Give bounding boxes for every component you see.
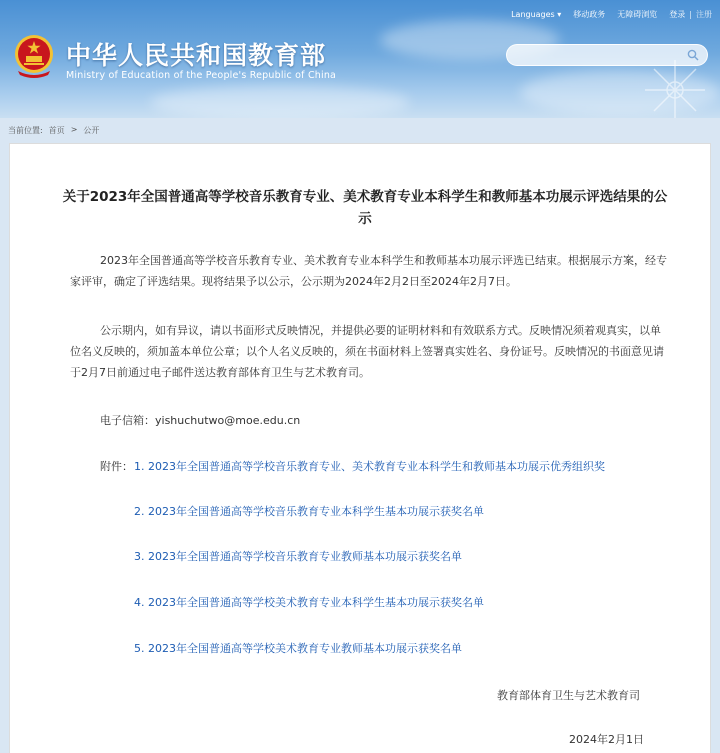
register-link[interactable]: 注册	[696, 10, 712, 19]
languages-label: Languages	[511, 10, 555, 19]
accessibility-link[interactable]: 无障碍浏览	[617, 10, 658, 19]
cloud-decoration	[150, 85, 410, 118]
search-input[interactable]	[506, 44, 708, 66]
breadcrumb-current[interactable]: 公开	[83, 126, 100, 135]
attachments-label: 附件：	[100, 460, 133, 473]
article-paragraph-2: 公示期内，如有异议，请以书面形式反映情况，并提供必要的证明材料和有效联系方式。反映情况须着观真实，以单位名义反映的，须加盖本单位公章；以个人名义反映的，须在书面材料上签署真实姓名、身份证号。反映情况的书面意见请于2月7日前通过电子邮件送达教育部体育卫生与艺术教育司。	[70, 324, 664, 379]
search-icon[interactable]	[687, 49, 699, 61]
breadcrumb-arrow-icon: >	[70, 125, 78, 134]
contact-email: 电子信箱：yishuchutwo@moe.edu.cn	[100, 414, 301, 427]
languages-menu[interactable]	[511, 10, 561, 19]
attachment-link-3[interactable]: 3. 2023年全国普通高等学校音乐教育专业教师基本功展示获奖名单	[134, 550, 462, 563]
login-link[interactable]: 登录	[669, 10, 686, 19]
chevron-down-icon: ▾	[557, 10, 562, 19]
site-title-en: Ministry of Education of the People's Republic of China	[66, 70, 337, 81]
site-header	[0, 0, 720, 118]
attachment-link-2[interactable]: 2. 2023年全国普通高等学校音乐教育专业本科学生基本功展示获奖名单	[134, 505, 484, 518]
mobile-link[interactable]: 移动政务	[573, 10, 606, 19]
site-title-cn[interactable]: 中华人民共和国教育部	[66, 41, 327, 70]
breadcrumb-prefix: 当前位置:	[8, 126, 43, 135]
breadcrumb-home[interactable]: 首页	[48, 126, 65, 135]
nav-separator: |	[689, 10, 692, 19]
article-title: 关于2023年全国普通高等学校音乐教育专业、美术教育专业本科学生和教师基本功展示评选结果的公示	[62, 189, 668, 227]
national-emblem-icon	[12, 33, 56, 79]
breadcrumb	[8, 125, 105, 136]
article-paragraph-1: 2023年全国普通高等学校音乐教育专业、美术教育专业本科学生和教师基本功展示评选已结束。根据展示方案，经专家评审，确定了评选结果。现将结果予以公示，公示期为2024年2月2日至2024年2月7日。	[70, 254, 667, 288]
article-card	[9, 143, 711, 753]
issuing-department: 教育部体育卫生与艺术教育司	[497, 689, 640, 702]
attachment-link-1[interactable]: 1. 2023年全国普通高等学校音乐教育专业、美术教育专业本科学生和教师基本功展示优秀组织奖	[134, 460, 605, 473]
publish-date: 2024年2月1日	[569, 733, 644, 746]
attachment-link-4[interactable]: 4. 2023年全国普通高等学校美术教育专业本科学生基本功展示获奖名单	[134, 596, 484, 609]
attachment-link-5[interactable]: 5. 2023年全国普通高等学校美术教育专业教师基本功展示获奖名单	[134, 642, 462, 655]
top-navigation	[499, 9, 712, 20]
